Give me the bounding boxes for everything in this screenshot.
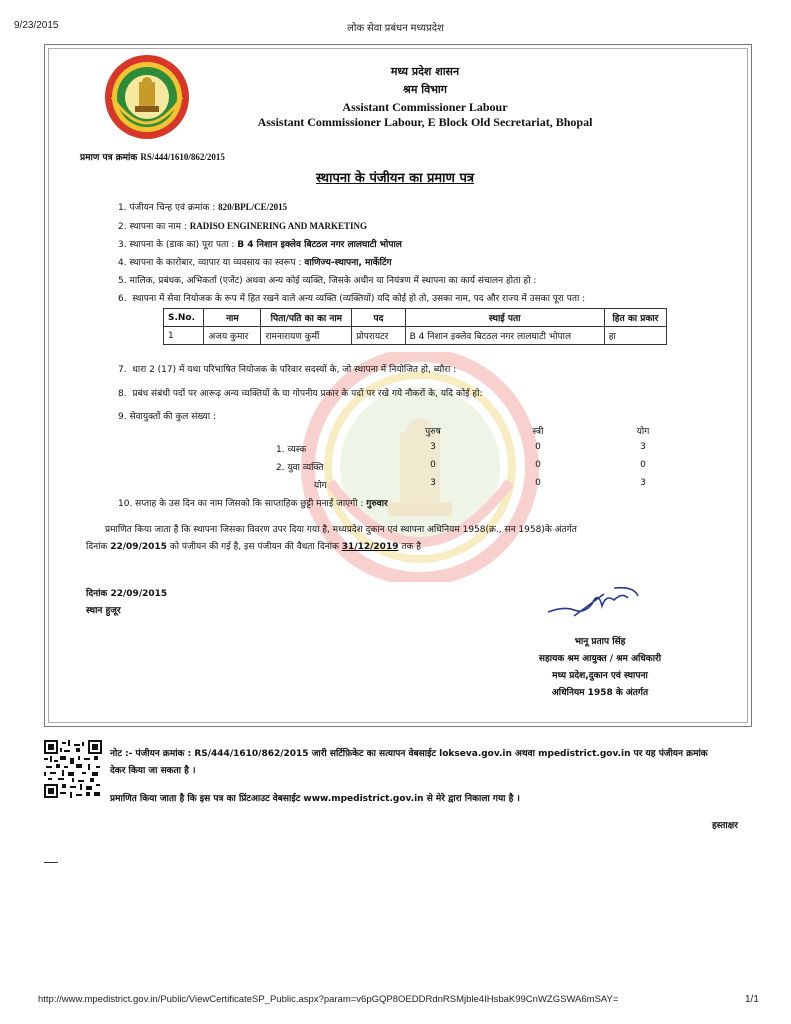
signature-icon <box>544 582 644 622</box>
emp-cell: 3 <box>430 442 436 452</box>
col-header: हित का प्रकार <box>604 309 666 327</box>
signatory-authority: मध्य प्रदेश,दुकान एवं स्थापना <box>552 671 648 681</box>
table-cell: अजय कुमार <box>204 327 261 345</box>
note-line-2: देकर किया जा सकता है । <box>110 766 196 776</box>
signatory-name: भानू प्रताप सिंह <box>574 637 626 647</box>
table-cell: 1 <box>164 327 204 345</box>
table-cell: रामनारायण कुर्मी <box>261 327 352 345</box>
item-manager: 5. मालिक, प्रबंधक, अभिकर्ता (एजेंट) अथवा अन्य कोई व्यक्ति, जिसके अधीन या नियंत्रण में स्थापना का कार्य संचालन होता हो : <box>118 276 537 286</box>
table-row <box>164 327 667 345</box>
table-cell: हा <box>604 327 666 345</box>
note-line-1: नोट :- पंजीयन क्रमांक : RS/444/1610/862/2015 जारी सर्टिफ़िकेट का सत्यापन वेबसाईट lokseva.gov.in अथवा mpedistrict.gov.in पर यह पंजीयन क्रमांक <box>110 749 708 759</box>
item-establishment-name: 2. स्थापना का नाम : RADISO ENGINERING AND MARKETING <box>118 221 368 232</box>
emp-cell: 0 <box>535 478 541 488</box>
page-url[interactable]: http://www.mpedistrict.gov.in/Public/ViewCertificateSP_Public.aspx?param=v6pGQP8OEDDRdnRSMjble4IHsbaK99CnWZGSWA6mSAY= <box>38 994 619 1005</box>
col-header: नाम <box>204 309 261 327</box>
item-family-members: 7. धारा 2 (17) में यथा परिभाषित नियोजक के परिवार सदस्यों के, जो स्थापना में नियोजित हो, ब्यौरा : <box>118 365 457 375</box>
office-address: Assistant Commissioner Labour, E Block Old Secretariat, Bhopal <box>257 115 593 129</box>
item-registration: 1. पंजीयन चिन्ह एवं क्रमांक : 820/BPL/CE/2015 <box>118 202 288 213</box>
emp-header-male: पुरुष <box>425 427 441 437</box>
page-number: 1/1 <box>745 994 759 1005</box>
certify-line-2: दिनांक 22/09/2015 को पंजीयन की गई है, इस पंजीयन की वैधता दिनांक 31/12/2019 तक है <box>86 542 422 552</box>
emp-row-label: 2. युवा व्यक्ति <box>276 463 324 473</box>
govt-name: मध्य प्रदेश शासन <box>390 65 460 78</box>
signatory-act: अधिनियम 1958 के अंतर्गत <box>551 688 649 698</box>
office-name: Assistant Commissioner Labour <box>342 100 508 114</box>
item-employee-count: 9. सेवायुक्तों की कुल संख्या : <box>118 412 217 422</box>
emp-cell: 0 <box>535 460 541 470</box>
emp-header-total: योग <box>636 427 650 437</box>
issue-date: दिनांक 22/09/2015 <box>86 589 168 599</box>
table-cell: B 4 निशान इक्लेव बिटठल नगर लालघाटी भोपाल <box>405 327 604 345</box>
signatory-designation: सहायक श्रम आयुक्त / श्रम अधिकारी <box>538 654 662 664</box>
emp-cell: 0 <box>535 442 541 452</box>
print-date: 9/23/2015 <box>14 20 59 31</box>
item-management-posts: 8. प्रबंध संबंधी पदों पर आरूढ़ अन्य व्यक्तियों के या गोपनीय प्रकार के पदों पर रखे गये नौकरों के, यदि कोई हो: <box>118 389 483 399</box>
item-address: 3. स्थापना के (डाक का) पूरा पता : B 4 निशान इक्लेव बिटठल नगर लालघाटी भोपाल <box>118 240 402 250</box>
emp-cell: 0 <box>430 460 436 470</box>
table-cell: प्रोपरायटर <box>352 327 405 345</box>
emp-row-label: योग <box>314 481 327 491</box>
dept-name: श्रम विभाग <box>403 83 447 96</box>
emp-row-label: 1. व्यस्क <box>276 445 307 455</box>
col-header: S.No. <box>164 309 204 327</box>
emp-cell: 0 <box>640 460 646 470</box>
col-header: पिता/पति का का नाम <box>261 309 352 327</box>
col-header: स्थाई पता <box>405 309 604 327</box>
item-other-persons: 6. स्थापना में सेवा नियोजक के रूप में हित रखने वाले अन्य व्यक्ति (व्यक्तियों) यदि कोई हो तो, उसका नाम, पद और राज्य में उसका पूरा पता : <box>118 294 586 304</box>
issue-place: स्थान हुजूर <box>86 606 121 616</box>
certificate-number: प्रमाण पत्र क्रमांक RS/444/1610/862/2015 <box>80 152 225 163</box>
certify-line-1: प्रमाणित किया जाता है कि स्थापना जिसका विवरण उपर दिया गया है, मध्यप्रदेश दुकान एवं स्थापना अधिनियम 1958(क्र., सन 1958)के अंतर्गत <box>105 525 577 535</box>
page-title: लोक सेवा प्रबंधन मध्यप्रदेश <box>347 23 444 34</box>
emp-cell: 3 <box>640 442 646 452</box>
divider <box>44 862 58 863</box>
note-line-3: प्रमाणित किया जाता है कि इस पत्र का प्रिंटआउट वेबसाईट www.mpedistrict.gov.in से मेरे द्वारा निकाला गया है । <box>110 794 520 804</box>
item-business-type: 4. स्थापना के कारोबार, व्यापार या व्यवसाय का स्वरूप : वाणिज्य-स्थापना, मार्केटिंग <box>118 258 392 268</box>
mp-emblem-icon <box>102 54 192 140</box>
col-header: पद <box>352 309 405 327</box>
item-weekly-holiday: 10. सप्ताह के उस दिन का नाम जिसको कि साप्ताहिक छुट्टी मनाई जाएगी : गुरुवार <box>118 499 388 509</box>
certificate-title: स्थापना के पंजीयन का प्रमाण पत्र <box>315 171 475 186</box>
signature-label: हस्ताक्षर <box>712 821 738 831</box>
owners-table-header <box>164 309 667 327</box>
emp-cell: 3 <box>430 478 436 488</box>
owners-table <box>163 308 667 345</box>
emp-cell: 3 <box>640 478 646 488</box>
emp-header-female: स्त्री <box>532 427 544 437</box>
qr-code-icon <box>44 740 102 798</box>
